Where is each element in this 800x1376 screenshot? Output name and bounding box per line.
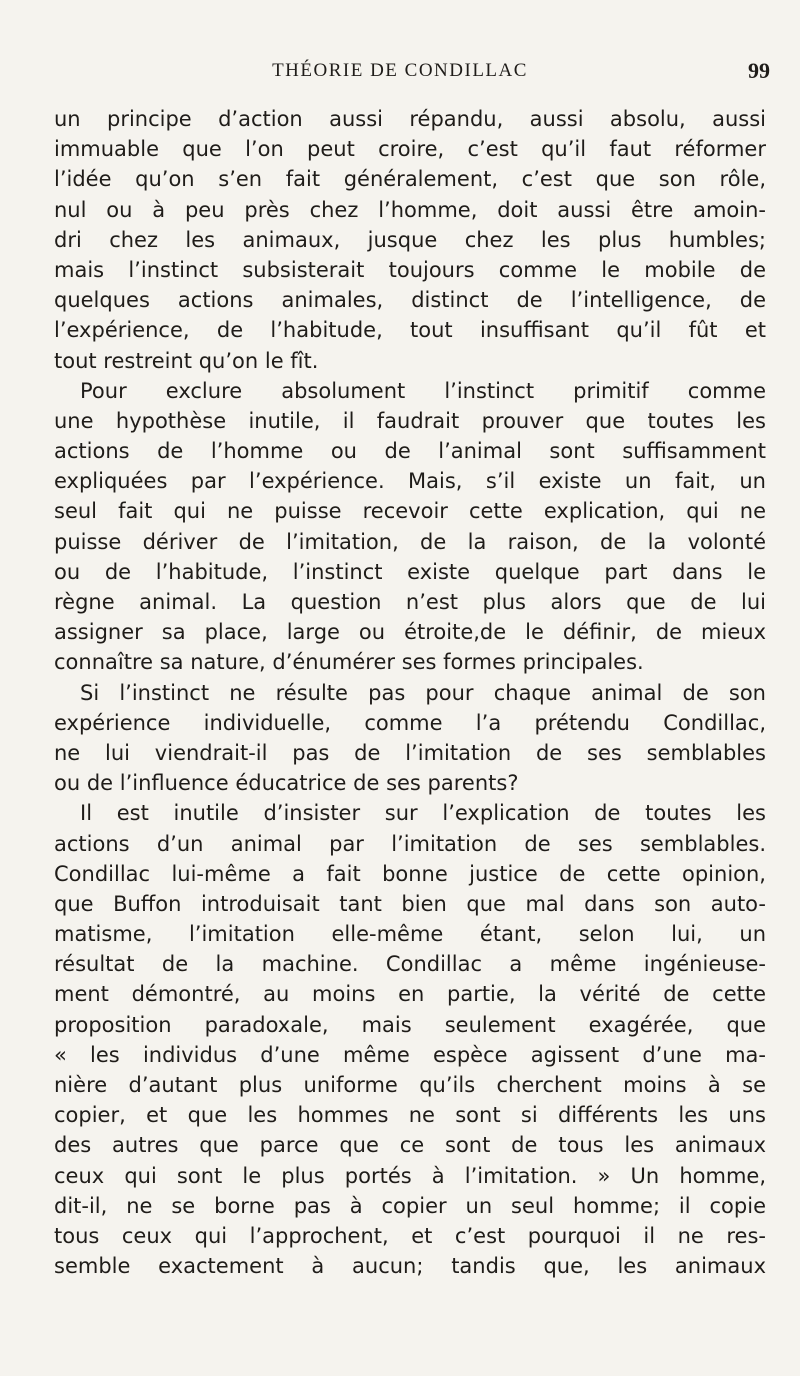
text-line: règne animal. La question n’est plus alors que de lui xyxy=(54,590,766,614)
text-line: Pour exclure absolument l’instinct primitif comme xyxy=(80,378,766,403)
text-line: Il est inutile d’insister sur l’explication de toutes les xyxy=(80,801,766,826)
text-line: des autres que parce que ce sont de tous les animaux xyxy=(54,1133,766,1158)
body-text xyxy=(54,104,766,1281)
running-title: THÉORIE DE CONDILLAC xyxy=(272,60,528,81)
text-line: actions d’un animal par l’imitation de ses semblables. xyxy=(54,831,766,856)
text-line: nière d’autant plus uniforme qu’ils cherchent moins à se xyxy=(54,1073,766,1097)
text-line: ou de l’influence éducatrice de ses parents? xyxy=(54,771,519,796)
text-line: actions de l’homme ou de l’animal sont suffisamment xyxy=(54,439,766,464)
text-line: seul fait qui ne puisse recevoir cette explication, qui ne xyxy=(54,499,766,524)
text-line: ou de l’habitude, l’instinct existe quelque part dans le xyxy=(54,559,766,584)
text-line: ment démontré, au moins en partie, la vérité de cette xyxy=(54,982,766,1007)
text-line: ceux qui sont le plus portés à l’imitation. » Un homme, xyxy=(54,1163,766,1188)
text-line: Si l’instinct ne résulte pas pour chaque animal de son xyxy=(80,680,766,705)
paragraph xyxy=(54,376,766,678)
text-line: « les individus d’une même espèce agissent d’une ma- xyxy=(54,1042,766,1067)
text-line: mais l’instinct subsisterait toujours comme le mobile de xyxy=(54,257,766,282)
text-line: que Buffon introduisait tant bien que mal dans son auto- xyxy=(54,891,766,916)
text-line: semble exactement à aucun; tandis que, les animaux xyxy=(54,1254,766,1279)
text-line: l’idée qu’on s’en fait généralement, c’est que son rôle, xyxy=(54,167,766,192)
text-line: quelques actions animales, distinct de l’intelligence, de xyxy=(54,288,766,313)
text-line: expliquées par l’expérience. Mais, s’il existe un fait, un xyxy=(54,469,766,494)
text-line: expérience individuelle, comme l’a prétendu Condillac, xyxy=(54,710,766,735)
paragraph xyxy=(54,798,766,1281)
text-line: immuable que l’on peut croire, c’est qu’il faut réformer xyxy=(54,137,766,162)
text-line: un principe d’action aussi répandu, aussi absolu, aussi xyxy=(54,107,766,131)
paragraph xyxy=(54,104,766,376)
text-line: l’expérience, de l’habitude, tout insuffisant qu’il fût et xyxy=(54,318,766,343)
paragraph xyxy=(54,678,766,799)
text-line: puisse dériver de l’imitation, de la raison, de la volonté xyxy=(54,529,766,554)
text-line: matisme, l’imitation elle-même étant, selon lui, un xyxy=(54,922,766,947)
text-line: résultat de la machine. Condillac a même ingénieuse- xyxy=(54,952,766,977)
text-line: assigner sa place, large ou étroite,de le définir, de mieux xyxy=(54,620,766,645)
text-line: une hypothèse inutile, il faudrait prouver que toutes les xyxy=(54,408,766,433)
text-line: Condillac lui-même a fait bonne justice de cette opinion, xyxy=(54,861,766,886)
text-line: connaître sa nature, d’énumérer ses formes principales. xyxy=(54,650,644,675)
page-number: 99 xyxy=(748,58,770,83)
text-line: tout restreint qu’on le fît. xyxy=(54,348,319,373)
text-line: nul ou à peu près chez l’homme, doit aussi être amoin- xyxy=(54,197,766,222)
text-line: proposition paradoxale, mais seulement exagérée, que xyxy=(54,1012,766,1037)
text-line: ne lui viendrait-il pas de l’imitation de ses semblables xyxy=(54,740,766,765)
text-line: dri chez les animaux, jusque chez les plus humbles; xyxy=(54,227,766,252)
text-line: tous ceux qui l’approchent, et c’est pourquoi il ne res- xyxy=(54,1223,766,1248)
page-header xyxy=(0,58,800,88)
text-line: copier, et que les hommes ne sont si différents les uns xyxy=(54,1103,766,1128)
text-line: dit-il, ne se borne pas à copier un seul homme; il copie xyxy=(54,1193,766,1218)
